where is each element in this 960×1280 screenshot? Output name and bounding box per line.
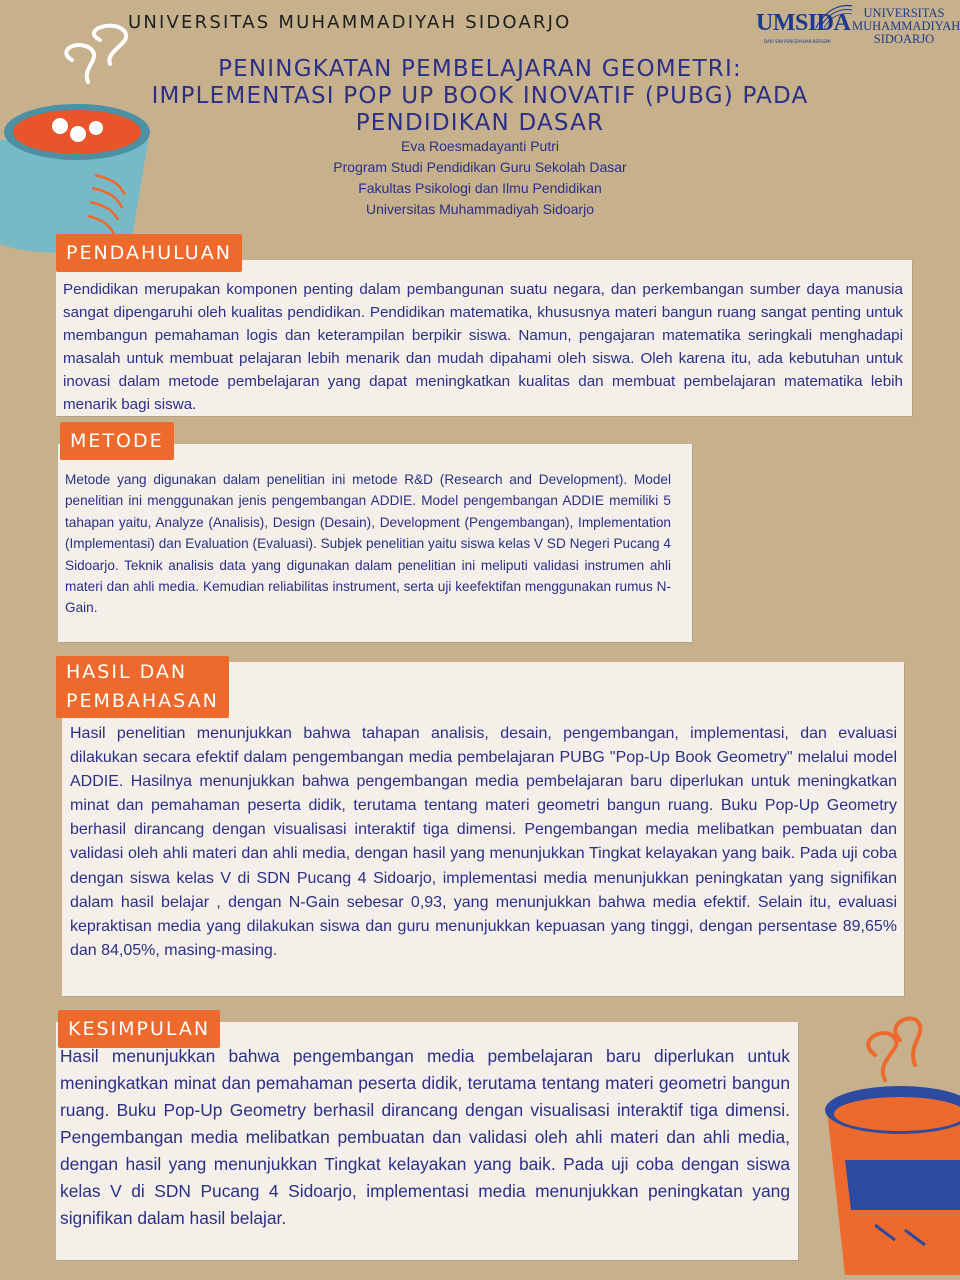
logo-swoosh-icon [814, 2, 854, 32]
logo-wordmark: UMSIDA [756, 10, 851, 36]
metode-body: Metode yang digunakan dalam penelitian ini metode R&D (Research and Development). Model penelitian ini menggunakan jenis pengembangan ADDIE. Model pengembangan ADDIE memiliki 5 tahapan yaitu, Analyze (Analisis), Design (Desain), Development (Pengembangan), Implementation (Implementasi) dan Evaluation (Evaluasi). Subjek penelitian yaitu siswa kelas V SD Negeri Pucang 4 Sidoarjo. Teknik analisis data yang digunakan dalam penelitian ini meliputi validasi instrumen ahli materi dan ahli media. Kemudian reliabilitas instrument, serta uji keefektifan menggunakan rumus N-Gain. [65, 472, 671, 616]
author-info [250, 136, 710, 220]
title-line: PENDIDIKAN DASAR [355, 110, 605, 136]
logo-name-line: MUHAMMADIYAH [852, 19, 960, 33]
kesimpulan-body: Hasil menunjukkan bahwa pengembangan media pembelajaran baru diperlukan untuk meningkatkan minat dan pemahaman peserta didik, terutama tentang materi geometri bangun ruang. Buku Pop-Up Geometry berhasil dirancang dengan visualisasi interaktif tiga dimensi. Pengembangan media melibatkan pembuatan dan validasi oleh ahli materi dan ahli media, dengan hasil yang menunjukkan Tingkat kelayakan yang baik. Pada uji coba dengan siswa kelas V di SDN Pucang 4 Sidoarjo, implementasi media menunjukkan peningkatan yang signifikan dalam hasil belajar. [60, 1046, 790, 1228]
pendahuluan-heading: PENDAHULUAN [56, 234, 242, 272]
study-program: Program Studi Pendidikan Guru Sekolah Dasar [333, 159, 627, 175]
logo-name-line: UNIVERSITAS [863, 6, 945, 20]
faculty: Fakultas Psikologi dan Ilmu Pendidikan [358, 180, 602, 196]
logo-name-line: SIDOARJO [873, 32, 935, 46]
mug-illustration-right [815, 1010, 960, 1280]
poster-title [150, 56, 810, 137]
title-line: PENINGKATAN PEMBELAJARAN GEOMETRI: [218, 56, 742, 82]
title-line: IMPLEMENTASI POP UP BOOK INOVATIF (PUBG) PADA [151, 83, 809, 109]
umsida-logo [756, 2, 960, 50]
hasil-heading-line: HASIL DAN [66, 661, 188, 683]
hasil-heading-line: PEMBAHASAN [66, 690, 219, 712]
university-header: UNIVERSITAS MUHAMMADIYAH SIDOARJO [128, 12, 572, 33]
author-university: Universitas Muhammadiyah Sidoarjo [366, 201, 594, 217]
hasil-body: Hasil penelitian menunjukkan bahwa tahapan analisis, desain, pengembangan, implementasi, dan evaluasi dilakukan secara efektif dalam pengembangan media pembelajaran PUBG "Pop-Up Book Geometry" melalui model ADDIE. Hasilnya menunjukkan bahwa pengembangan media pembelajaran baru diperlukan untuk meningkatkan minat dan pemahaman peserta didik, terutama tentang materi geometri bangun ruang. Buku Pop-Up Geometry berhasil dirancang dengan visualisasi interaktif tiga dimensi. Pengembangan media melibatkan pembuatan dan validasi oleh ahli materi dan ahli media, dengan hasil yang menunjukkan Tingkat kelayakan yang baik. Pada uji coba dengan siswa kelas V di SDN Pucang 4 Sidoarjo, implementasi media menunjukkan peningkatan yang signifikan dalam hasil belajar , dengan N-Gain sebesar 0,93, yang menunjukkan bahwa media efektif. Selain itu, evaluasi kepraktisan media yang dilakukan siswa dan guru menunjukkan kepuasan yang tinggi, dengan persentase 89,65% dan 84,05%, masing-masing. [70, 725, 897, 959]
mug-illustration-left [0, 20, 175, 265]
hasil-heading [56, 656, 229, 718]
pendahuluan-body: Pendidikan merupakan komponen penting dalam pembangunan suatu negara, dan perkembangan sumber daya manusia sangat dipengaruhi oleh kualitas pendidikan. Pendidikan matematika, khususnya materi bangun ruang sangat penting untuk membangun pemahaman logis dan keterampilan berpikir siswa. Namun, pengajaran matematika seringkali menghadapi masalah untuk membuat pelajaran lebih menarik dan mudah dipahami oleh siswa. Oleh karena itu, ada kebutuhan untuk inovasi dalam metode pembelajaran yang dapat meningkatkan kualitas dan membuat pembelajaran matematika lebih menarik bagi siswa. [63, 281, 903, 413]
logo-university-name [852, 6, 960, 46]
metode-heading: METODE [60, 422, 174, 460]
kesimpulan-heading: KESIMPULAN [58, 1010, 220, 1048]
logo-tagline: DARI SINI PENCERAHAN BERSEMI [764, 39, 831, 44]
author-name: Eva Roesmadayanti Putri [401, 138, 559, 154]
